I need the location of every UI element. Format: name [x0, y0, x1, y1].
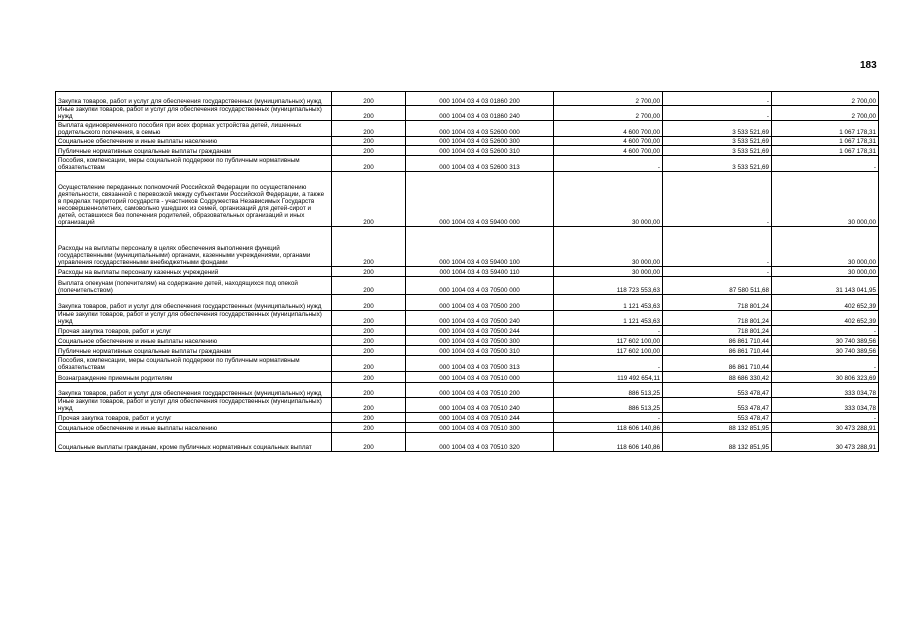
row-budget-classification-code-cell: 000 1004 03 4 03 52600 000: [406, 121, 554, 137]
row-budget-classification-code-cell: 000 1004 03 4 03 52600 310: [406, 146, 554, 156]
row-admin-code-cell: 200: [332, 346, 406, 356]
budget-execution-table: [55, 91, 879, 452]
row-budget-classification-code-cell: 000 1004 03 4 03 70510 320: [406, 433, 554, 452]
row-executed-amount-cell: 88 132 851,95: [663, 433, 772, 452]
row-approved-amount-cell: 30 000,00: [554, 267, 663, 277]
row-admin-code-cell: 200: [332, 311, 406, 326]
table-row: [56, 172, 879, 227]
row-executed-amount-cell: -: [663, 227, 772, 267]
row-budget-classification-code-cell: 000 1004 03 4 03 70500 240: [406, 311, 554, 326]
row-approved-amount-cell: -: [554, 156, 663, 172]
table-row: [56, 267, 879, 277]
row-remaining-amount-cell: 30 806 323,69: [772, 372, 879, 383]
row-admin-code-cell: 200: [332, 372, 406, 383]
row-admin-code-cell: 200: [332, 295, 406, 311]
row-admin-code-cell: 200: [332, 356, 406, 372]
row-approved-amount-cell: 2 700,00: [554, 106, 663, 121]
row-remaining-amount-cell: 30 000,00: [772, 227, 879, 267]
row-executed-amount-cell: 88 132 851,95: [663, 423, 772, 433]
row-approved-amount-cell: 2 700,00: [554, 92, 663, 106]
row-remaining-amount-cell: 1 067 178,31: [772, 146, 879, 156]
row-admin-code-cell: 200: [332, 277, 406, 295]
row-name-cell: Публичные нормативные социальные выплаты гражданам: [56, 346, 332, 356]
table-row: [56, 295, 879, 311]
row-budget-classification-code-cell: 000 1004 03 4 03 70500 200: [406, 295, 554, 311]
row-approved-amount-cell: 119 492 654,11: [554, 372, 663, 383]
row-executed-amount-cell: -: [663, 267, 772, 277]
row-executed-amount-cell: 718 801,24: [663, 311, 772, 326]
row-admin-code-cell: 200: [332, 172, 406, 227]
row-executed-amount-cell: 86 861 710,44: [663, 346, 772, 356]
row-approved-amount-cell: 4 600 700,00: [554, 121, 663, 137]
row-remaining-amount-cell: 1 067 178,31: [772, 137, 879, 146]
table-row: [56, 227, 879, 267]
row-approved-amount-cell: 886 513,25: [554, 383, 663, 398]
row-budget-classification-code-cell: 000 1004 03 4 03 52600 313: [406, 156, 554, 172]
row-name-cell: Социальное обеспечение и иные выплаты населению: [56, 423, 332, 433]
table-row: [56, 336, 879, 346]
table-row: [56, 277, 879, 295]
row-name-cell: Пособия, компенсации, меры социальной поддержки по публичным нормативным обязательствам: [56, 356, 332, 372]
table-row: [56, 433, 879, 452]
row-executed-amount-cell: -: [663, 92, 772, 106]
row-admin-code-cell: 200: [332, 156, 406, 172]
row-remaining-amount-cell: -: [772, 326, 879, 336]
row-executed-amount-cell: 718 801,24: [663, 326, 772, 336]
table-row: [56, 137, 879, 146]
row-admin-code-cell: 200: [332, 398, 406, 413]
row-executed-amount-cell: 3 533 521,69: [663, 156, 772, 172]
row-approved-amount-cell: 118 606 140,86: [554, 423, 663, 433]
row-executed-amount-cell: 553 478,47: [663, 413, 772, 423]
row-name-cell: Социальное обеспечение и иные выплаты населению: [56, 336, 332, 346]
row-name-cell: Вознаграждение приемным родителям: [56, 372, 332, 383]
row-approved-amount-cell: 1 121 453,63: [554, 295, 663, 311]
row-budget-classification-code-cell: 000 1004 03 4 03 70510 240: [406, 398, 554, 413]
table-row: [56, 423, 879, 433]
row-approved-amount-cell: 118 723 553,63: [554, 277, 663, 295]
row-name-cell: Пособия, компенсации, меры социальной поддержки по публичным нормативным обязательствам: [56, 156, 332, 172]
row-remaining-amount-cell: 402 652,39: [772, 295, 879, 311]
row-approved-amount-cell: 118 606 140,86: [554, 433, 663, 452]
row-budget-classification-code-cell: 000 1004 03 4 03 59400 000: [406, 172, 554, 227]
row-name-cell: Социальное обеспечение и иные выплаты населению: [56, 137, 332, 146]
row-admin-code-cell: 200: [332, 433, 406, 452]
row-admin-code-cell: 200: [332, 383, 406, 398]
row-budget-classification-code-cell: 000 1004 03 4 03 01860 240: [406, 106, 554, 121]
row-remaining-amount-cell: 333 034,78: [772, 383, 879, 398]
table-row: [56, 413, 879, 423]
row-admin-code-cell: 200: [332, 137, 406, 146]
row-approved-amount-cell: 117 602 100,00: [554, 346, 663, 356]
row-admin-code-cell: 200: [332, 92, 406, 106]
row-remaining-amount-cell: 30 000,00: [772, 172, 879, 227]
row-executed-amount-cell: 86 861 710,44: [663, 336, 772, 346]
row-remaining-amount-cell: -: [772, 156, 879, 172]
row-budget-classification-code-cell: 000 1004 03 4 03 70500 313: [406, 356, 554, 372]
table-body: [56, 92, 879, 452]
row-executed-amount-cell: 3 533 521,69: [663, 146, 772, 156]
row-remaining-amount-cell: 30 740 389,56: [772, 346, 879, 356]
row-approved-amount-cell: -: [554, 326, 663, 336]
row-approved-amount-cell: 4 600 700,00: [554, 137, 663, 146]
row-approved-amount-cell: 117 602 100,00: [554, 336, 663, 346]
table-row: [56, 326, 879, 336]
row-budget-classification-code-cell: 000 1004 03 4 03 59400 110: [406, 267, 554, 277]
row-remaining-amount-cell: 1 067 178,31: [772, 121, 879, 137]
row-remaining-amount-cell: 402 652,39: [772, 311, 879, 326]
row-executed-amount-cell: 88 686 330,42: [663, 372, 772, 383]
row-name-cell: Прочая закупка товаров, работ и услуг: [56, 413, 332, 423]
row-budget-classification-code-cell: 000 1004 03 4 03 70510 200: [406, 383, 554, 398]
row-approved-amount-cell: 30 000,00: [554, 227, 663, 267]
row-name-cell: Прочая закупка товаров, работ и услуг: [56, 326, 332, 336]
row-budget-classification-code-cell: 000 1004 03 4 03 70500 310: [406, 346, 554, 356]
table-row: [56, 121, 879, 137]
row-remaining-amount-cell: 30 000,00: [772, 267, 879, 277]
row-remaining-amount-cell: -: [772, 356, 879, 372]
row-executed-amount-cell: 86 861 710,44: [663, 356, 772, 372]
row-executed-amount-cell: 718 801,24: [663, 295, 772, 311]
row-approved-amount-cell: -: [554, 413, 663, 423]
row-remaining-amount-cell: 2 700,00: [772, 92, 879, 106]
row-budget-classification-code-cell: 000 1004 03 4 03 70500 244: [406, 326, 554, 336]
row-executed-amount-cell: 3 533 521,69: [663, 121, 772, 137]
page-number: 183: [860, 60, 877, 71]
row-admin-code-cell: 200: [332, 227, 406, 267]
row-budget-classification-code-cell: 000 1004 03 4 03 70500 000: [406, 277, 554, 295]
row-name-cell: Осуществление переданных полномочий Российской Федерации по осуществлению деятельности, связанной с перевозкой между субъектами Российской Федерации, а также в пределах территорий государств - участников Содружества Независимых Государств несовершеннолетних, самовольно ушедших из семей, организаций для детей-сирот и детей, оставшихся без попечения родителей, образовательных организаций и иных организаций: [56, 172, 332, 227]
row-name-cell: Закупка товаров, работ и услуг для обеспечения государственных (муниципальных) нужд: [56, 92, 332, 106]
row-admin-code-cell: 200: [332, 336, 406, 346]
row-approved-amount-cell: 30 000,00: [554, 172, 663, 227]
row-name-cell: Расходы на выплаты персоналу в целях обеспечения выполнения функций государственными (муниципальными) органами, казенными учреждениями, органами управления государственными внебюджетными фондами: [56, 227, 332, 267]
row-remaining-amount-cell: 30 473 288,91: [772, 423, 879, 433]
row-approved-amount-cell: 4 600 700,00: [554, 146, 663, 156]
table-row: [56, 311, 879, 326]
row-remaining-amount-cell: 31 143 041,95: [772, 277, 879, 295]
table-row: [56, 398, 879, 413]
row-admin-code-cell: 200: [332, 146, 406, 156]
table-row: [56, 372, 879, 383]
row-admin-code-cell: 200: [332, 121, 406, 137]
table-row: [56, 156, 879, 172]
row-approved-amount-cell: -: [554, 356, 663, 372]
row-remaining-amount-cell: 333 034,78: [772, 398, 879, 413]
table-row: [56, 106, 879, 121]
row-budget-classification-code-cell: 000 1004 03 4 03 59400 100: [406, 227, 554, 267]
row-name-cell: Выплата единовременного пособия при всех формах устройства детей, лишенных родительского попечения, в семью: [56, 121, 332, 137]
table-row: [56, 146, 879, 156]
row-executed-amount-cell: 553 478,47: [663, 383, 772, 398]
table-row: [56, 383, 879, 398]
row-name-cell: Иные закупки товаров, работ и услуг для обеспечения государственных (муниципальных) нужд: [56, 106, 332, 121]
row-executed-amount-cell: 87 580 511,68: [663, 277, 772, 295]
row-admin-code-cell: 200: [332, 326, 406, 336]
row-admin-code-cell: 200: [332, 267, 406, 277]
row-remaining-amount-cell: 2 700,00: [772, 106, 879, 121]
row-approved-amount-cell: 886 513,25: [554, 398, 663, 413]
row-name-cell: Расходы на выплаты персоналу казенных учреждений: [56, 267, 332, 277]
row-name-cell: Закупка товаров, работ и услуг для обеспечения государственных (муниципальных) нужд: [56, 295, 332, 311]
row-budget-classification-code-cell: 000 1004 03 4 03 70510 300: [406, 423, 554, 433]
row-name-cell: Публичные нормативные социальные выплаты гражданам: [56, 146, 332, 156]
row-remaining-amount-cell: 30 740 389,56: [772, 336, 879, 346]
row-executed-amount-cell: -: [663, 172, 772, 227]
row-remaining-amount-cell: -: [772, 413, 879, 423]
table-row: [56, 346, 879, 356]
row-budget-classification-code-cell: 000 1004 03 4 03 70510 000: [406, 372, 554, 383]
row-name-cell: Социальные выплаты гражданам, кроме публичных нормативных социальных выплат: [56, 433, 332, 452]
row-name-cell: Иные закупки товаров, работ и услуг для обеспечения государственных (муниципальных) нужд: [56, 311, 332, 326]
row-remaining-amount-cell: 30 473 288,91: [772, 433, 879, 452]
row-budget-classification-code-cell: 000 1004 03 4 03 70500 300: [406, 336, 554, 346]
row-name-cell: Закупка товаров, работ и услуг для обеспечения государственных (муниципальных) нужд: [56, 383, 332, 398]
row-budget-classification-code-cell: 000 1004 03 4 03 01860 200: [406, 92, 554, 106]
row-admin-code-cell: 200: [332, 413, 406, 423]
row-budget-classification-code-cell: 000 1004 03 4 03 70510 244: [406, 413, 554, 423]
row-executed-amount-cell: -: [663, 106, 772, 121]
row-executed-amount-cell: 553 478,47: [663, 398, 772, 413]
row-approved-amount-cell: 1 121 453,63: [554, 311, 663, 326]
row-admin-code-cell: 200: [332, 106, 406, 121]
row-budget-classification-code-cell: 000 1004 03 4 03 52600 300: [406, 137, 554, 146]
table-row: [56, 356, 879, 372]
table-row: [56, 92, 879, 106]
row-executed-amount-cell: 3 533 521,69: [663, 137, 772, 146]
row-name-cell: Иные закупки товаров, работ и услуг для обеспечения государственных (муниципальных) нужд: [56, 398, 332, 413]
row-admin-code-cell: 200: [332, 423, 406, 433]
row-name-cell: Выплата опекунам (попечителям) на содержание детей, находящихся под опекой (попечительством): [56, 277, 332, 295]
